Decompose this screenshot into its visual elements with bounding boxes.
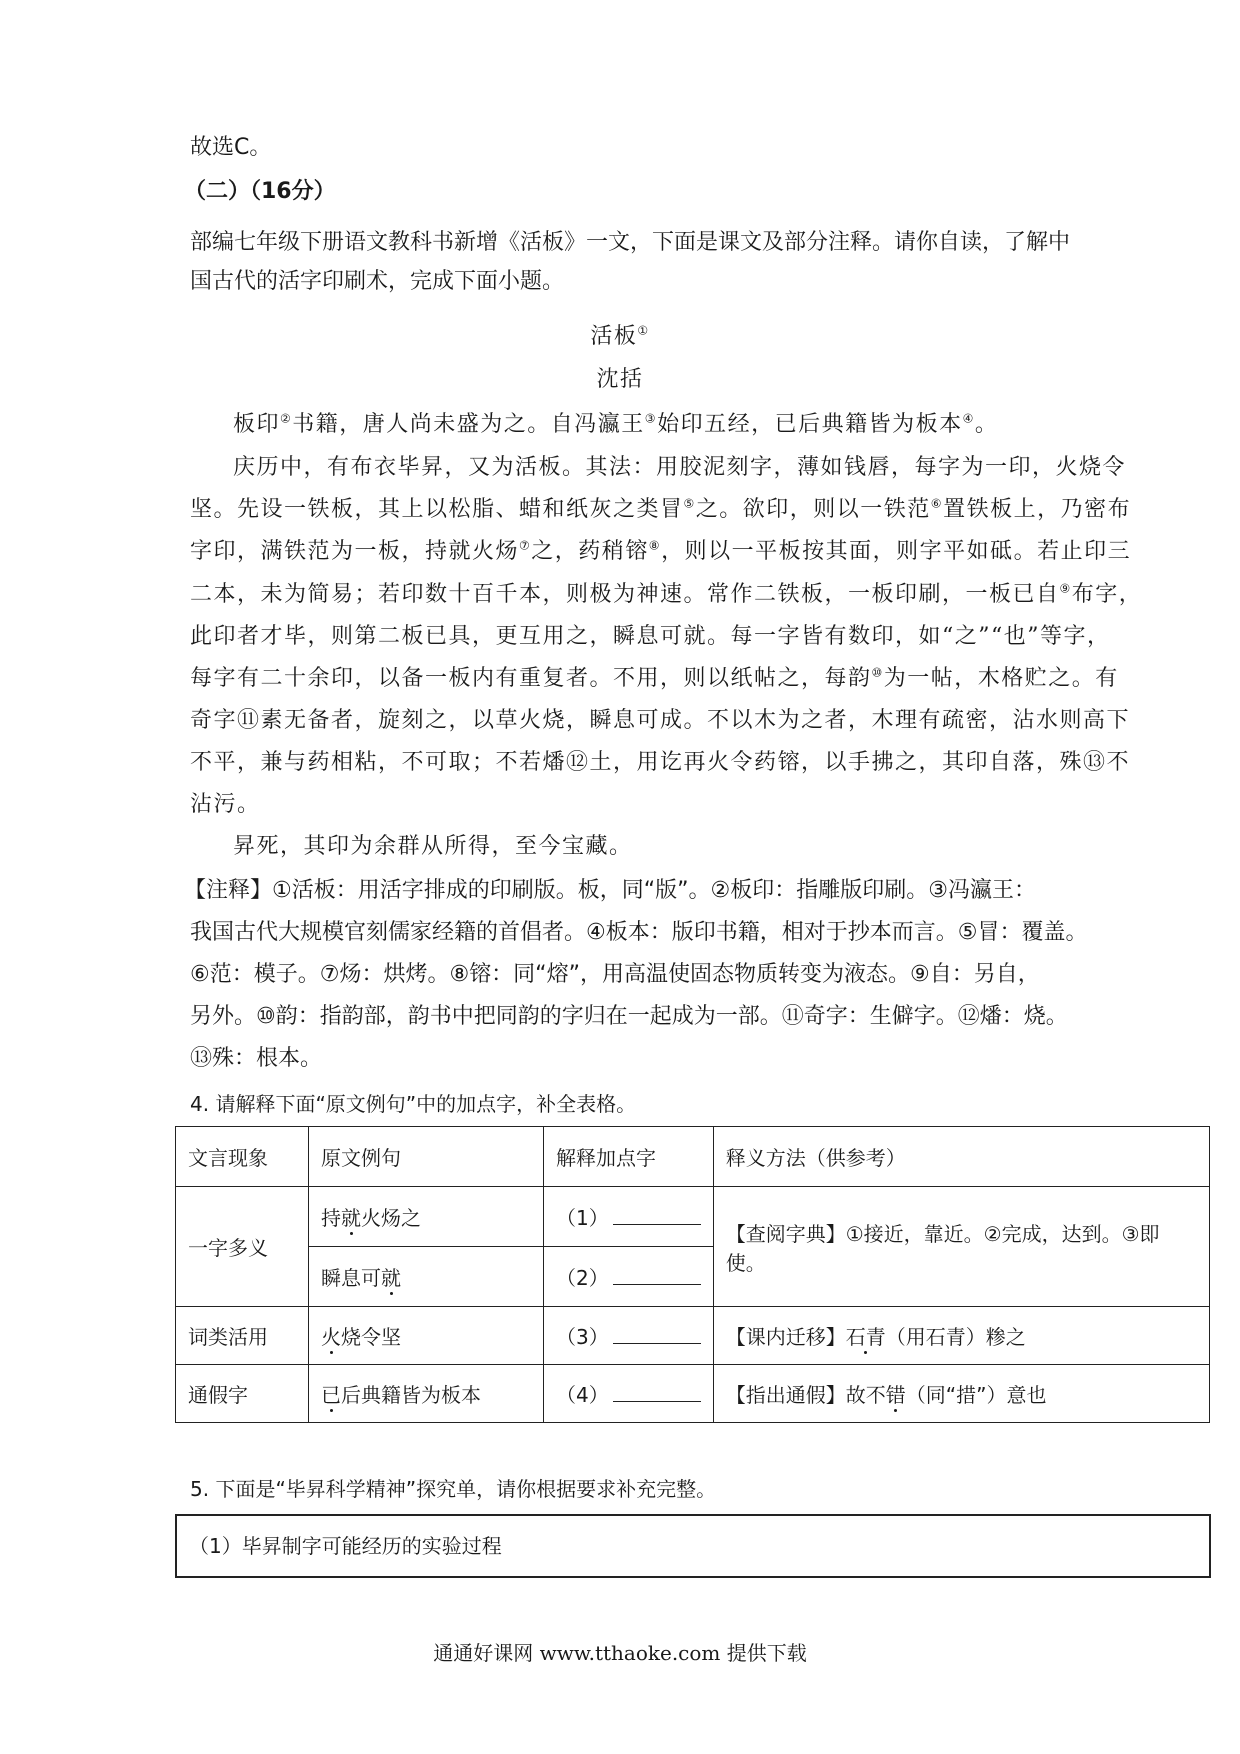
question-5-box-label: （1）毕昇制字可能经历的实验过程 xyxy=(189,1534,502,1558)
category-cell: 词类活用 xyxy=(176,1307,309,1365)
question-5-box xyxy=(175,1514,1211,1578)
article-paragraph-2-line-1: 庆历中，有布衣毕昇，又为活板。其法：用胶泥刻字，薄如钱唇，每字为一印，火烧令 xyxy=(233,455,1127,480)
table-header-cell: 解释加点字 xyxy=(544,1127,714,1187)
example-cell: 持就火炀之 xyxy=(309,1187,544,1247)
example-cell: 火烧令坚 xyxy=(309,1307,544,1365)
notes-line-1: 【注释】①活板：用活字排成的印刷版。板，同“版”。②板印：指雕版印刷。③冯瀛王： xyxy=(184,878,1036,903)
method-cell: 【查阅字典】①接近，靠近。②完成，达到。③即使。 xyxy=(713,1187,1209,1307)
answer-blank-3[interactable]: （3） xyxy=(544,1307,714,1365)
example-cell: 已后典籍皆为板本 xyxy=(309,1365,544,1423)
question-4-table xyxy=(175,1126,1210,1423)
category-cell: 通假字 xyxy=(176,1365,309,1423)
section-header: （二）（16分） xyxy=(184,179,336,204)
question-5-prompt: 5. 下面是“毕昇科学精神”探究单，请你根据要求补充完整。 xyxy=(190,1477,717,1501)
table-row xyxy=(176,1187,1210,1247)
table-header-cell: 释义方法（供参考） xyxy=(713,1127,1209,1187)
notes-line-4: 另外。⑩韵：指韵部，韵书中把同韵的字归在一起成为一部。⑪奇字：生僻字。⑫燔：烧。 xyxy=(190,1004,1068,1029)
answer-line: 故选C。 xyxy=(190,135,272,160)
table-header-row xyxy=(176,1127,1210,1187)
article-paragraph-2-line-2: 坚。先设一铁板，其上以松脂、蜡和纸灰之类冒⑤之。欲印，则以一铁范⑥置铁板上，乃密布 xyxy=(190,496,1132,522)
method-cell: 【课内迁移】石青（用石青）糁之 xyxy=(713,1307,1209,1365)
example-cell: 瞬息可就 xyxy=(309,1247,544,1307)
dotted-char: 已 xyxy=(321,1379,341,1408)
method-cell: 【指出通假】故不错（同“措”）意也 xyxy=(713,1365,1209,1423)
answer-blank-4[interactable]: （4） xyxy=(544,1365,714,1423)
answer-blank-2[interactable]: （2） xyxy=(544,1247,714,1307)
notes-line-3: ⑥范：模子。⑦炀：烘烤。⑧镕：同“熔”，用高温使固态物质转变为液态。⑨自：另自， xyxy=(190,962,1040,987)
article-paragraph-2-line-9: 沾污。 xyxy=(190,792,261,817)
intro-line-1: 部编七年级下册语文教科书新增《活板》一文，下面是课文及部分注释。请你自读，了解中 xyxy=(190,230,1071,255)
table-header-cell: 原文例句 xyxy=(309,1127,544,1187)
dotted-char: 石青 xyxy=(846,1321,886,1350)
answer-blank-1[interactable]: （1） xyxy=(544,1187,714,1247)
article-paragraph-2-line-3: 字印，满铁范为一板，持就火炀⑦之，药稍镕⑧，则以一平板按其面，则字平如砥。若止印三 xyxy=(190,538,1132,564)
notes-line-5: ⑬殊：根本。 xyxy=(190,1046,323,1071)
dotted-char: 就 xyxy=(341,1202,361,1231)
footer-source: 通通好课网 www.tthaoke.com 提供下载 xyxy=(433,1641,807,1665)
article-paragraph-2-line-5: 此印者才毕，则第二板已具，更互用之，瞬息可就。每一字皆有数印，如“之”“也”等字， xyxy=(190,624,1111,649)
notes-line-2: 我国古代大规模官刻儒家经籍的首倡者。④板本：版印书籍，相对于抄本而言。⑤冒：覆盖。 xyxy=(190,920,1088,945)
table-row xyxy=(176,1307,1210,1365)
dotted-char: 就 xyxy=(381,1262,401,1291)
article-paragraph-3: 昇死，其印为余群从所得，至今宝藏。 xyxy=(233,834,633,859)
table-row xyxy=(176,1365,1210,1423)
article-paragraph-2-line-7: 奇字⑪素无备者，旋刻之，以草火烧，瞬息可成。不以木为之者，木理有疏密，沾水则高下 xyxy=(190,708,1131,733)
dotted-char: 火 xyxy=(321,1321,341,1350)
dotted-char: 错 xyxy=(886,1379,906,1408)
article-title: 活板① xyxy=(590,323,650,349)
article-paragraph-2-line-6: 每字有二十余印，以备一板内有重复者。不用，则以纸帖之，每韵⑩为一帖，木格贮之。有 xyxy=(190,665,1119,691)
category-cell: 一字多义 xyxy=(176,1187,309,1307)
article-paragraph-2-line-8: 不平，兼与药相粘，不可取；不若燔⑫土，用讫再火令药镕，以手拂之，其印自落，殊⑬不 xyxy=(190,750,1131,775)
article-author: 沈括 xyxy=(596,367,644,392)
article-paragraph-2-line-4: 二本，未为简易；若印数十百千本，则极为神速。常作二铁板，一板印刷，一板已自⑨布字， xyxy=(190,581,1143,607)
intro-line-2: 国古代的活字印刷术，完成下面小题。 xyxy=(190,269,565,294)
table-header-cell: 文言现象 xyxy=(176,1127,309,1187)
article-paragraph-1: 板印②书籍，唐人尚未盛为之。自冯瀛王③始印五经，已后典籍皆为板本④。 xyxy=(233,411,999,437)
question-4-prompt: 4. 请解释下面“原文例句”中的加点字，补全表格。 xyxy=(190,1092,637,1116)
